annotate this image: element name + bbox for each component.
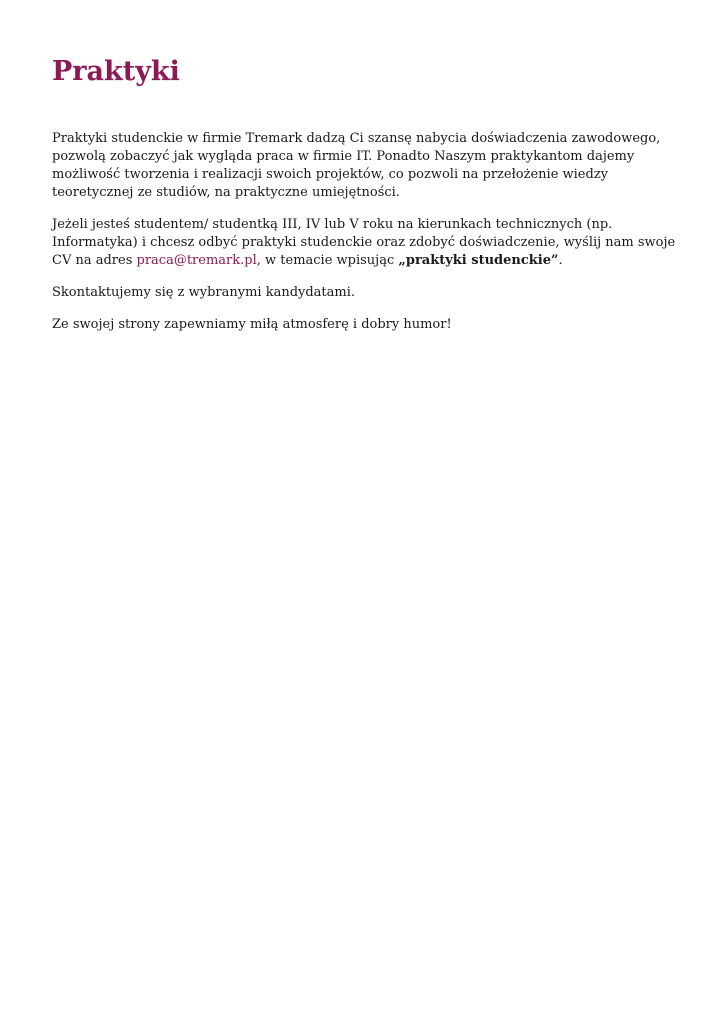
page-title: Praktyki [52,56,180,87]
email-link[interactable]: praca@tremark.pl [136,253,257,268]
atmosphere-paragraph: Ze swojej strony zapewniamy miłą atmosferę i dobry humor! [52,317,452,332]
application-text-end: . [558,253,563,268]
contact-paragraph: Skontaktujemy się z wybranymi kandydatami. [52,285,356,300]
intro-paragraph: Praktyki studenckie w firmie Tremark dadzą Ci szansę nabycia doświadczenia zawodowego, pozwolą zobaczyć jak wygląda praca w firmie IT. Ponadto Naszym praktykantom dajemy możliwość tworzenia i realizacji swoich projektów, co pozwoli na przełożenie wiedzy teoretycznej ze studiów, na praktyczne umiejętności. [52,131,661,200]
document-page [52,50,682,348]
email-subject: „praktyki studenckie” [398,253,559,268]
application-text: Jeżeli jesteś studentem/ studentką III, IV lub V roku na kierunkach technicznych (np. Informatyka) i chcesz odbyć praktyki studenckie oraz zdobyć doświadczenie, wyślij nam swoje CV na adres [52,217,676,268]
application-text-middle: , w temacie wpisując [256,253,399,268]
application-paragraph [52,216,682,270]
